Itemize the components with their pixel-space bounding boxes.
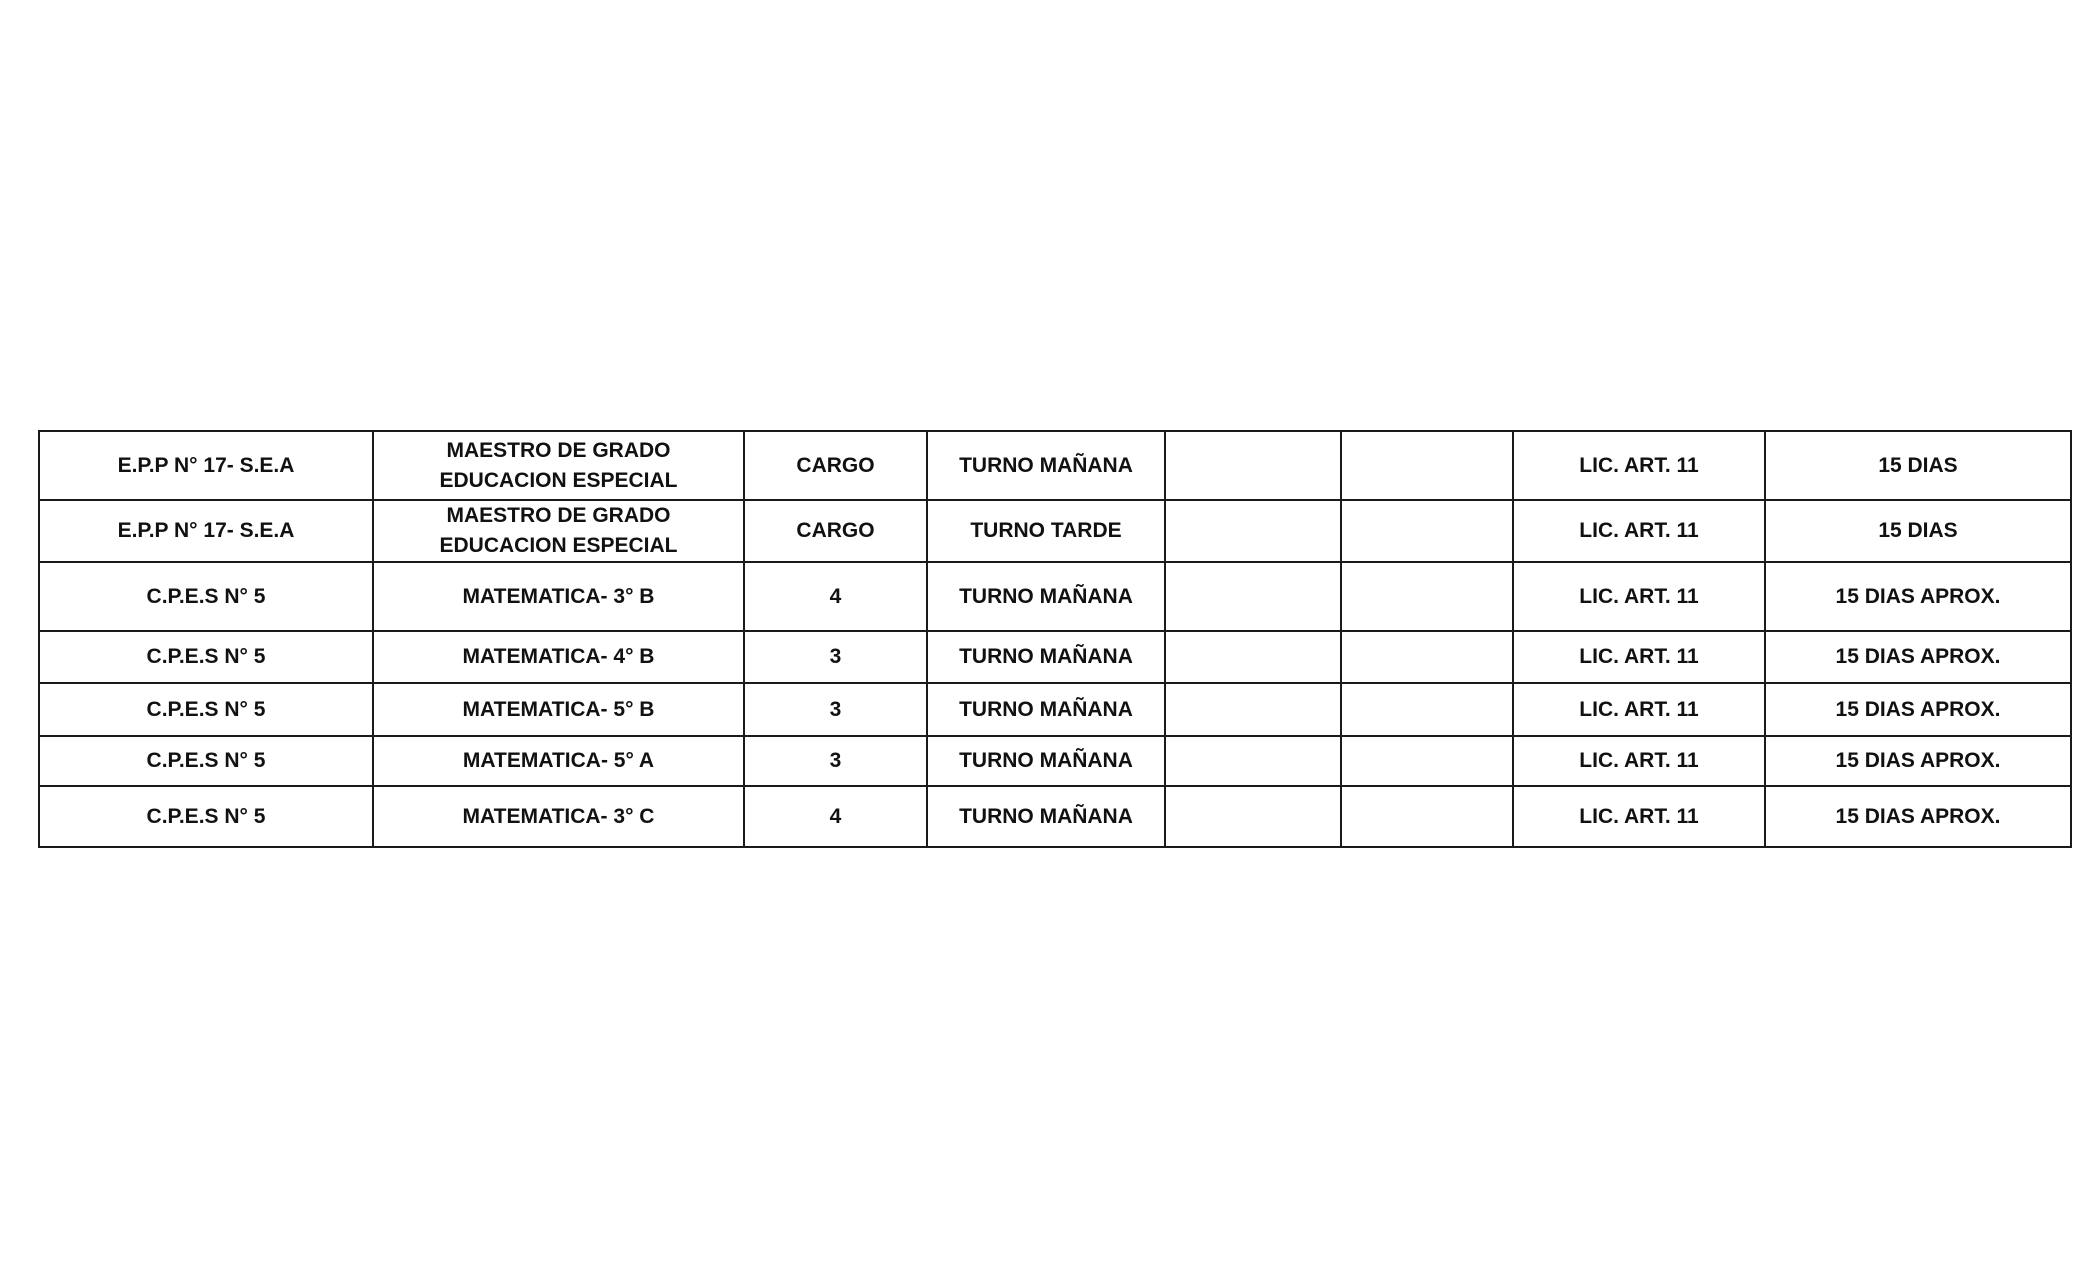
- school-cell: E.P.P N° 17- S.E.A: [39, 500, 373, 562]
- subject-cell: MATEMATICA- 5° A: [373, 736, 744, 786]
- leave-type-cell: LIC. ART. 11: [1513, 562, 1765, 631]
- table-row: [39, 500, 2071, 562]
- shift-cell: TURNO MAÑANA: [927, 736, 1165, 786]
- shift-cell: TURNO MAÑANA: [927, 631, 1165, 683]
- empty-cell: [1341, 683, 1513, 736]
- empty-cell: [1341, 631, 1513, 683]
- duration-cell: 15 DIAS APROX.: [1765, 786, 2071, 847]
- empty-cell: [1165, 562, 1341, 631]
- empty-cell: [1165, 786, 1341, 847]
- school-cell: C.P.E.S N° 5: [39, 786, 373, 847]
- empty-cell: [1341, 736, 1513, 786]
- empty-cell: [1341, 500, 1513, 562]
- empty-cell: [1165, 736, 1341, 786]
- school-cell: C.P.E.S N° 5: [39, 683, 373, 736]
- shift-cell: TURNO MAÑANA: [927, 786, 1165, 847]
- empty-cell: [1165, 631, 1341, 683]
- shift-cell: TURNO MAÑANA: [927, 562, 1165, 631]
- subject-cell: MATEMATICA- 5° B: [373, 683, 744, 736]
- hours-cell: 3: [744, 736, 927, 786]
- shift-cell: TURNO MAÑANA: [927, 683, 1165, 736]
- subject-cell: MAESTRO DE GRADO EDUCACION ESPECIAL: [373, 500, 744, 562]
- shift-cell: TURNO TARDE: [927, 500, 1165, 562]
- leave-type-cell: LIC. ART. 11: [1513, 786, 1765, 847]
- subject-cell: MATEMATICA- 3° B: [373, 562, 744, 631]
- subject-cell: MATEMATICA- 4° B: [373, 631, 744, 683]
- hours-cell: 3: [744, 683, 927, 736]
- leave-type-cell: LIC. ART. 11: [1513, 683, 1765, 736]
- empty-cell: [1165, 500, 1341, 562]
- hours-cell: CARGO: [744, 431, 927, 500]
- hours-cell: 4: [744, 562, 927, 631]
- duration-cell: 15 DIAS APROX.: [1765, 683, 2071, 736]
- duration-cell: 15 DIAS: [1765, 500, 2071, 562]
- hours-cell: 3: [744, 631, 927, 683]
- empty-cell: [1341, 786, 1513, 847]
- school-cell: C.P.E.S N° 5: [39, 736, 373, 786]
- school-cell: E.P.P N° 17- S.E.A: [39, 431, 373, 500]
- table-row: [39, 631, 2071, 683]
- leave-type-cell: LIC. ART. 11: [1513, 500, 1765, 562]
- duration-cell: 15 DIAS APROX.: [1765, 562, 2071, 631]
- vacancy-table: [38, 430, 2072, 848]
- school-cell: C.P.E.S N° 5: [39, 562, 373, 631]
- leave-type-cell: LIC. ART. 11: [1513, 431, 1765, 500]
- duration-cell: 15 DIAS APROX.: [1765, 631, 2071, 683]
- leave-type-cell: LIC. ART. 11: [1513, 631, 1765, 683]
- table-row: [39, 431, 2071, 500]
- table-row: [39, 562, 2071, 631]
- duration-cell: 15 DIAS APROX.: [1765, 736, 2071, 786]
- hours-cell: CARGO: [744, 500, 927, 562]
- table-row: [39, 683, 2071, 736]
- empty-cell: [1165, 683, 1341, 736]
- leave-type-cell: LIC. ART. 11: [1513, 736, 1765, 786]
- subject-cell: MATEMATICA- 3° C: [373, 786, 744, 847]
- shift-cell: TURNO MAÑANA: [927, 431, 1165, 500]
- school-cell: C.P.E.S N° 5: [39, 631, 373, 683]
- empty-cell: [1341, 562, 1513, 631]
- duration-cell: 15 DIAS: [1765, 431, 2071, 500]
- table-row: [39, 736, 2071, 786]
- empty-cell: [1341, 431, 1513, 500]
- subject-cell: MAESTRO DE GRADO EDUCACION ESPECIAL: [373, 431, 744, 500]
- empty-cell: [1165, 431, 1341, 500]
- hours-cell: 4: [744, 786, 927, 847]
- table-row: [39, 786, 2071, 847]
